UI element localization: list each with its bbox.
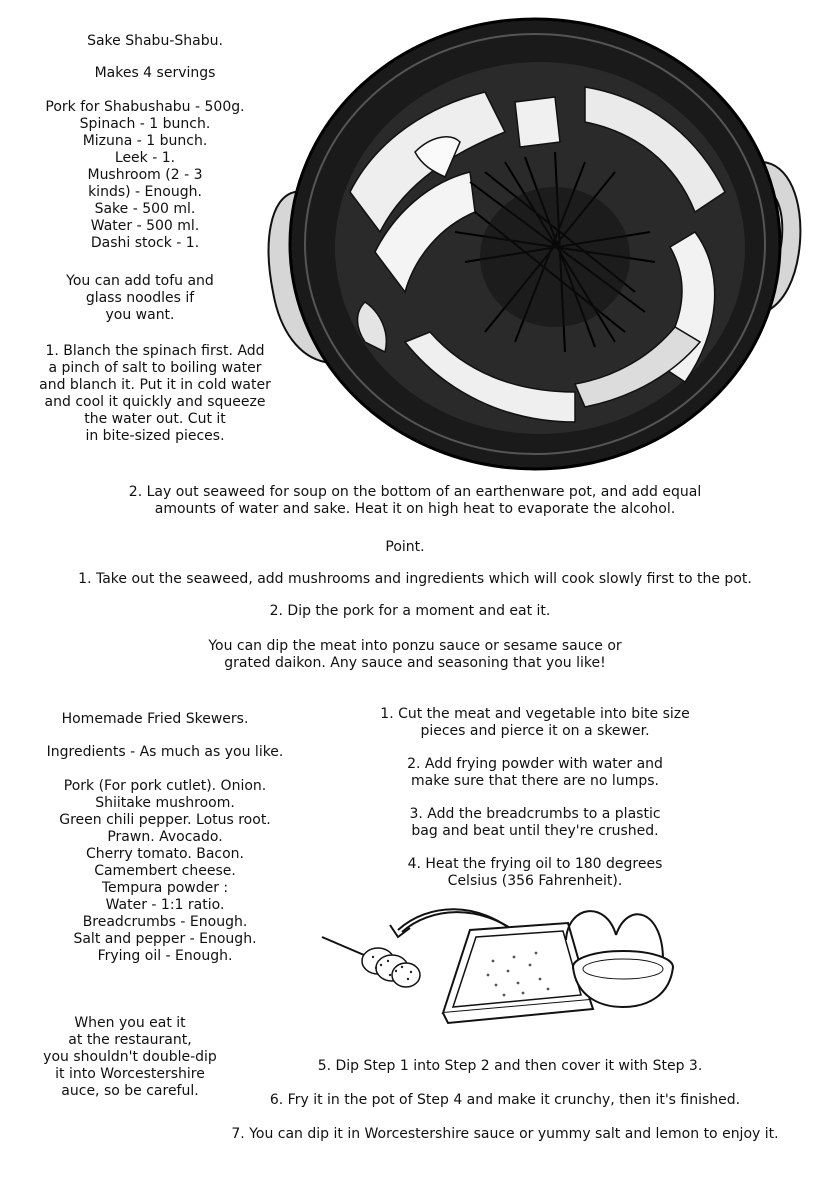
ingredient-line: Water - 500 ml. — [90, 218, 200, 234]
skewers-step-5: 5. Dip Step 1 into Step 2 and then cover it with Step 3. — [317, 1058, 703, 1074]
ingredient-line: Pork for Shabushabu - 500g. — [45, 99, 245, 115]
point-1: 1. Take out the seaweed, add mushrooms and ingredients which will cook slowly first to the pot. — [78, 571, 752, 587]
skewers-step-4 — [365, 856, 705, 890]
breadcrumb-tray-icon — [443, 923, 593, 1023]
ingredient-line: Dashi stock - 1. — [90, 235, 200, 251]
note-line: You can add tofu and — [66, 273, 214, 289]
ingredient-line: Camembert cheese. — [94, 863, 236, 879]
ingredient-line: Mizuna - 1 bunch. — [82, 133, 208, 149]
skewers-step-3 — [365, 806, 705, 840]
step-line: and blanch it. Put it in cold water — [39, 377, 271, 393]
skewers-ingredients-header: Ingredients - As much as you like. — [46, 744, 284, 760]
warning-line: When you eat it — [74, 1015, 186, 1031]
step-line: the water out. Cut it — [84, 411, 226, 427]
step-line: 2. Lay out seaweed for soup on the bottom of an earthenware pot, and add equal — [128, 484, 702, 500]
skewers-step-7: 7. You can dip it in Worcestershire sauce or yummy salt and lemon to enjoy it. — [231, 1126, 779, 1142]
skewer-process-illustration — [318, 895, 708, 1040]
ingredient-line: Mushroom (2 - 3 — [87, 167, 203, 183]
skewer-icon — [322, 937, 420, 987]
note-line: grated daikon. Any sauce and seasoning that you like! — [224, 655, 606, 671]
ingredient-line: Water - 1:1 ratio. — [105, 897, 225, 913]
ingredient-line: Cherry tomato. Bacon. — [85, 846, 244, 862]
ingredient-line: Spinach - 1 bunch. — [79, 116, 211, 132]
ingredient-line: Breadcrumbs - Enough. — [82, 914, 248, 930]
recipe-title-skewers: Homemade Fried Skewers. — [61, 711, 249, 727]
warning-line: you shouldn't double-dip — [43, 1049, 217, 1065]
tofu-note — [30, 273, 250, 324]
ingredient-line: Frying oil - Enough. — [97, 948, 233, 964]
note-line: You can dip the meat into ponzu sauce or sesame sauce or — [208, 638, 622, 654]
point-2: 2. Dip the pork for a moment and eat it. — [269, 603, 551, 619]
step-line: amounts of water and sake. Heat it on high heat to evaporate the alcohol. — [154, 501, 676, 517]
shabu-step-2 — [60, 484, 770, 518]
shabu-ingredients-list — [15, 99, 275, 252]
step-line: 3. Add the breadcrumbs to a plastic — [409, 806, 661, 822]
restaurant-warning — [15, 1015, 245, 1100]
skewers-step-2 — [365, 756, 705, 790]
earthenware-pot-illustration — [255, 12, 815, 492]
step-line: and cool it quickly and squeeze — [44, 394, 266, 410]
ingredient-line: Tempura powder : — [101, 880, 229, 896]
dip-note — [120, 638, 710, 672]
warning-line: at the restaurant, — [68, 1032, 192, 1048]
warning-line: it into Worcestershire — [55, 1066, 205, 1082]
point-heading: Point. — [385, 539, 425, 555]
note-line: you want. — [105, 307, 175, 323]
ingredient-line: Sake - 500 ml. — [94, 201, 196, 217]
step-line: bag and beat until they're crushed. — [411, 823, 659, 839]
recipe-title-shabu: Sake Shabu-Shabu. — [87, 33, 223, 49]
servings-text: Makes 4 servings — [94, 65, 216, 81]
ingredient-line: Pork (For pork cutlet). Onion. — [63, 778, 267, 794]
skewers-step-1 — [355, 706, 715, 740]
step-line: 4. Heat the frying oil to 180 degrees — [407, 856, 663, 872]
step-line: pieces and pierce it on a skewer. — [420, 723, 650, 739]
shabu-step-1 — [15, 343, 295, 445]
ingredient-line: Salt and pepper - Enough. — [73, 931, 257, 947]
ingredient-line: Green chili pepper. Lotus root. — [59, 812, 271, 828]
note-line: glass noodles if — [85, 290, 195, 306]
ingredient-line: Leek - 1. — [114, 150, 176, 166]
step-line: in bite-sized pieces. — [85, 428, 225, 444]
step-line: make sure that there are no lumps. — [411, 773, 659, 789]
skewers-step-6: 6. Fry it in the pot of Step 4 and make it crunchy, then it's finished. — [269, 1092, 741, 1108]
ingredient-line: kinds) - Enough. — [88, 184, 202, 200]
step-line: Celsius (356 Fahrenheit). — [447, 873, 623, 889]
ingredient-line: Prawn. Avocado. — [107, 829, 223, 845]
skewers-ingredients-list — [20, 778, 310, 965]
greens-center — [480, 187, 630, 327]
step-line: a pinch of salt to boiling water — [48, 360, 262, 376]
ingredient-line: Shiitake mushroom. — [95, 795, 235, 811]
step-line: 1. Cut the meat and vegetable into bite size — [380, 706, 690, 722]
warning-line: auce, so be careful. — [61, 1083, 199, 1099]
step-line: 2. Add frying powder with water and — [407, 756, 663, 772]
step-line: 1. Blanch the spinach first. Add — [45, 343, 265, 359]
